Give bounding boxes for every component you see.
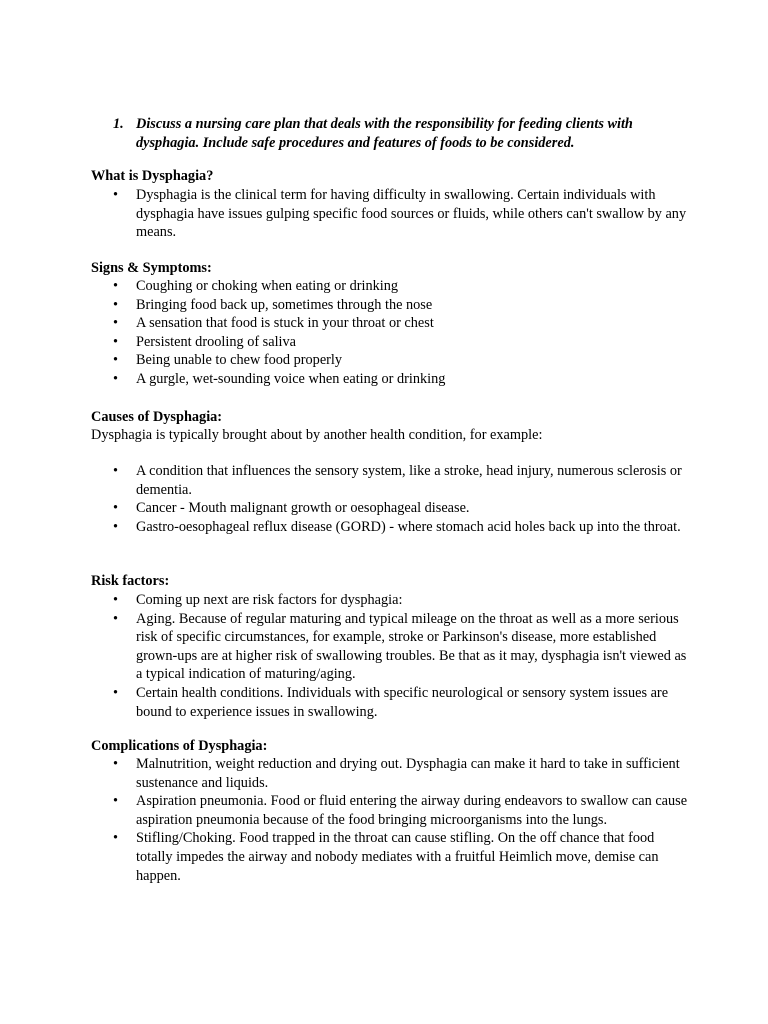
- what-is-list: [91, 186, 691, 242]
- list-item: • Cancer - Mouth malignant growth or oesophageal disease.: [91, 499, 691, 518]
- list-item: • Malnutrition, weight reduction and drying out. Dysphagia can make it hard to take in sufficient sustenance and liquids.: [91, 755, 691, 792]
- list-item: • Dysphagia is the clinical term for having difficulty in swallowing. Certain individuals with dysphagia have issues gulping specific food sources or fluids, while others can't swallow by any means.: [91, 186, 691, 242]
- complications-list: [91, 755, 691, 885]
- list-item: • Persistent drooling of saliva: [91, 333, 691, 352]
- heading-what-is-dysphagia: What is Dysphagia?: [91, 168, 214, 184]
- list-item: • Stifling/Choking. Food trapped in the throat can cause stifling. On the off chance that food totally impedes the airway and nobody mediates with a fruitful Heimlich move, demise can happen.: [91, 829, 691, 885]
- heading-signs-symptoms: Signs & Symptoms:: [91, 260, 212, 276]
- causes-list: [91, 462, 691, 536]
- list-item: • Aspiration pneumonia. Food or fluid entering the airway during endeavors to swallow can cause aspiration pneumonia because of the food bringing microorganisms into the lungs.: [91, 792, 691, 829]
- list-item: • A condition that influences the sensory system, like a stroke, head injury, numerous sclerosis or dementia.: [91, 462, 691, 499]
- list-item: • Certain health conditions. Individuals with specific neurological or sensory system issues are bound to experience issues in swallowing.: [91, 684, 691, 721]
- causes-intro: Dysphagia is typically brought about by another health condition, for example:: [91, 427, 543, 443]
- list-item: • Bringing food back up, sometimes through the nose: [91, 296, 691, 315]
- heading-causes: Causes of Dysphagia:: [91, 409, 223, 425]
- list-item: • Aging. Because of regular maturing and typical mileage on the throat as well as a more serious risk of specific circumstances, for example, stroke or Parkinson's disease, more established grown-ups are at higher risk of swallowing troubles. Be that as it may, dysphagia isn't viewed as a typical indication of maturing/aging.: [91, 610, 691, 684]
- signs-list: [91, 277, 691, 389]
- list-item: • Being unable to chew food properly: [91, 351, 691, 370]
- list-item: • A sensation that food is stuck in your throat or chest: [91, 314, 691, 333]
- list-item: • Gastro-oesophageal reflux disease (GORD) - where stomach acid holes back up into the throat.: [91, 518, 691, 537]
- risk-list: [91, 591, 691, 721]
- heading-complications: Complications of Dysphagia:: [91, 738, 268, 754]
- question-number: 1.: [113, 116, 124, 132]
- heading-risk-factors: Risk factors:: [91, 573, 170, 589]
- list-item: • Coming up next are risk factors for dysphagia:: [91, 591, 691, 610]
- list-item: • A gurgle, wet-sounding voice when eating or drinking: [91, 370, 691, 389]
- question-text: Discuss a nursing care plan that deals with the responsibility for feeding clients with dysphagia. Include safe procedures and features of foods to be considered.: [136, 116, 633, 151]
- list-item: • Coughing or choking when eating or drinking: [91, 277, 691, 296]
